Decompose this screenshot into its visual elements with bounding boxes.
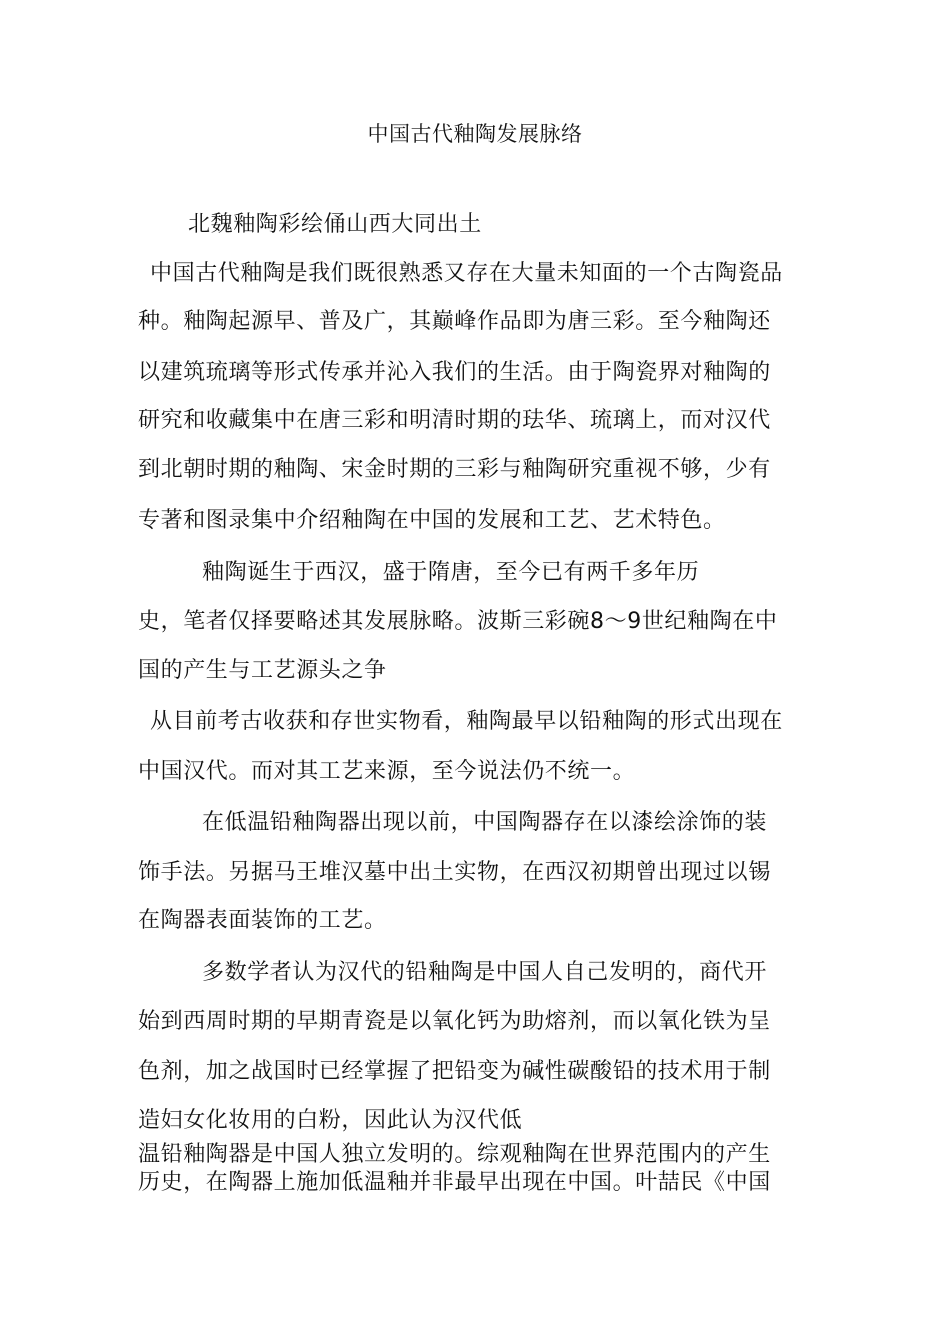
paragraph-line: 在低温铅釉陶器出现以前，中国陶器存在以漆绘涂饰的装 — [202, 810, 768, 835]
paragraph-line — [138, 611, 777, 633]
paragraph-line: 国的产生与工艺源头之争 — [138, 658, 387, 683]
paragraph-line: 从目前考古收获和存世实物看，釉陶最早以铅釉陶的形式出现在 — [150, 709, 783, 734]
paragraph-line: 中国古代釉陶是我们既很熟悉又存在大量未知面的一个古陶瓷品 — [150, 261, 783, 286]
paragraph-line: 以建筑琉璃等形式传承并沁入我们的生活。由于陶瓷界对釉陶的 — [138, 360, 771, 385]
paragraph-line: 中国汉代。而对其工艺来源，至今说法仍不统一。 — [138, 759, 636, 784]
paragraph-line: 在陶器表面装饰的工艺。 — [138, 908, 387, 933]
paragraph-line: 专著和图录集中介绍釉陶在中国的发展和工艺、艺术特色。 — [138, 508, 726, 533]
paragraph-line: 历史，在陶器上施加低温釉并非最早出现在中国。叶喆民《中国 — [138, 1170, 771, 1195]
paragraph-line: 研究和收藏集中在唐三彩和明清时期的珐华、琉璃上，而对汉代 — [138, 408, 771, 433]
paragraph-text: 世纪釉陶在中 — [641, 609, 778, 634]
paragraph-line: 种。釉陶起源早、普及广，其巅峰作品即为唐三彩。至今釉陶还 — [138, 309, 771, 334]
paragraph-line: 釉陶诞生于西汉，盛于隋唐，至今已有两千多年历 — [202, 560, 700, 585]
paragraph-line: 始到西周时期的早期青瓷是以氧化钙为助熔剂，而以氧化铁为呈 — [138, 1009, 771, 1034]
document-title: 中国古代釉陶发展脉络 — [367, 122, 583, 146]
paragraph-line: 温铅釉陶器是中国人独立发明的。综观釉陶在世界范围内的产生 — [138, 1142, 771, 1167]
paragraph-line: 多数学者认为汉代的铅釉陶是中国人自己发明的，商代开 — [202, 960, 768, 985]
paragraph-line: 到北朝时期的釉陶、宋金时期的三彩与釉陶研究重视不够，少有 — [138, 457, 771, 482]
paragraph-line: 色剂，加之战国时已经掌握了把铅变为碱性碳酸铅的技术用于制 — [138, 1059, 771, 1084]
paragraph-text: 史，笔者仅择要略述其发展脉略。波斯三彩碗 — [138, 609, 591, 634]
paragraph-line: 造妇女化妆用的白粉，因此认为汉代低 — [138, 1108, 523, 1133]
image-caption: 北魏釉陶彩绘俑山西大同出土 — [188, 212, 482, 237]
century-range: 8～9 — [590, 609, 642, 634]
paragraph-line: 饰手法。另据马王堆汉墓中出土实物，在西汉初期曾出现过以锡 — [138, 860, 771, 885]
